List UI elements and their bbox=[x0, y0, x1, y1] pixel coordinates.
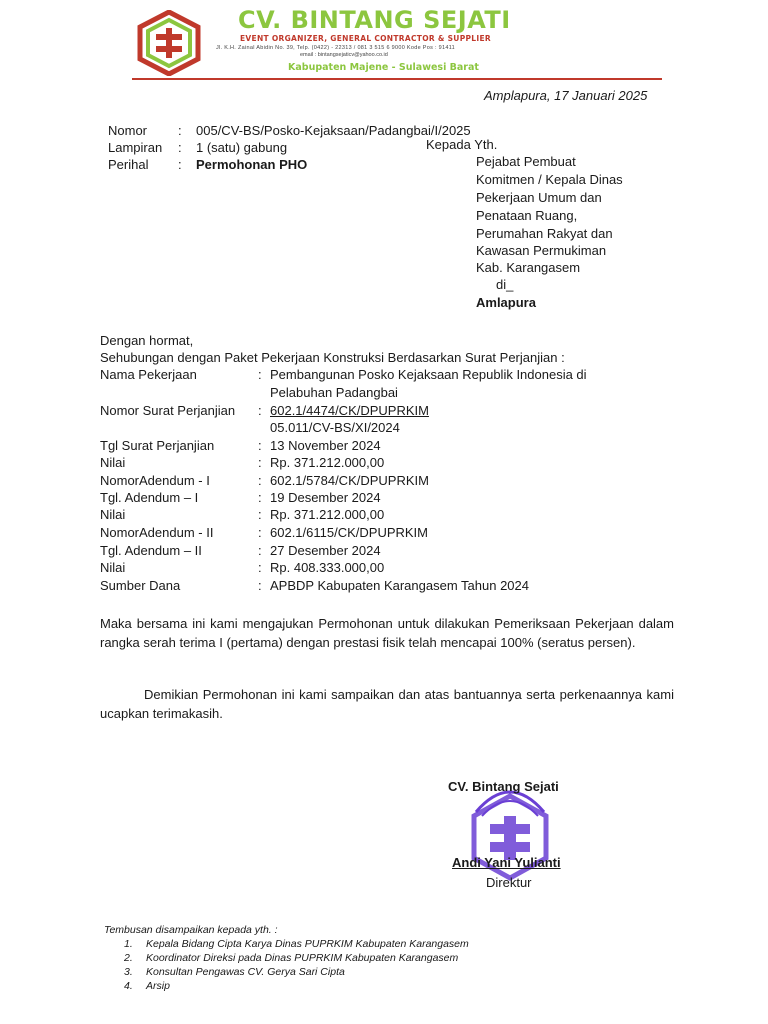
detail-colon: : bbox=[258, 578, 262, 593]
detail-value: Rp. 371.212.000,00 bbox=[270, 455, 385, 470]
company-location: Kabupaten Majene - Sulawesi Barat bbox=[288, 62, 479, 73]
detail-value: Pelabuhan Padangbai bbox=[270, 385, 398, 400]
company-logo-icon bbox=[136, 10, 202, 76]
detail-value: 602.1/4474/CK/DPUPRKIM bbox=[270, 403, 429, 418]
company-tagline: EVENT ORGANIZER, GENERAL CONTRACTOR & SUPPLIER bbox=[240, 34, 491, 43]
addressee-line: Kab. Karangasem bbox=[476, 260, 581, 275]
detail-label: Sumber Dana bbox=[100, 578, 181, 593]
closing-paragraph: Demikian Permohonan ini kami sampaikan dan atas bantuannya serta perkenaannya kami ucapkan terimakasih. bbox=[100, 687, 674, 721]
detail-label: Nomor Surat Perjanjian bbox=[100, 403, 236, 418]
cc-item: Kepala Bidang Cipta Karya Dinas PUPRKIM Kabupaten Karangasem bbox=[146, 938, 469, 950]
detail-colon: : bbox=[258, 455, 262, 470]
detail-label: Nilai bbox=[100, 560, 126, 575]
meta-colon: : bbox=[178, 123, 182, 138]
detail-value: 27 Desember 2024 bbox=[270, 543, 381, 558]
detail-colon: : bbox=[258, 543, 262, 558]
signatory-name: Andi Yani Yulianti bbox=[452, 855, 561, 870]
cc-item-number: 4. bbox=[124, 980, 133, 992]
detail-value: 13 November 2024 bbox=[270, 438, 381, 453]
detail-label: Nilai bbox=[100, 455, 126, 470]
meta-value-lampiran: 1 (satu) gabung bbox=[196, 140, 288, 155]
detail-colon: : bbox=[258, 525, 262, 540]
detail-colon: : bbox=[258, 507, 262, 522]
detail-label: Nama Pekerjaan bbox=[100, 367, 197, 382]
addressee-line: Pekerjaan Umum dan bbox=[476, 190, 602, 205]
addressee-line: Kawasan Permukiman bbox=[476, 243, 607, 258]
detail-value: 602.1/6115/CK/DPUPRKIM bbox=[270, 525, 428, 540]
addressee-line: Komitmen / Kepala Dinas bbox=[476, 172, 623, 187]
company-name: CV. BINTANG SEJATI bbox=[238, 6, 511, 34]
header-divider bbox=[132, 78, 662, 80]
salutation: Dengan hormat, bbox=[100, 333, 194, 348]
signature-company: CV. Bintang Sejati bbox=[448, 779, 559, 794]
detail-value: Rp. 371.212.000,00 bbox=[270, 507, 385, 522]
detail-value: 602.1/5784/CK/DPUPRKIM bbox=[270, 473, 429, 488]
intro-text: Sehubungan dengan Paket Pekerjaan Konstruksi Berdasarkan Surat Perjanjian : bbox=[100, 350, 565, 365]
detail-colon: : bbox=[258, 438, 262, 453]
cc-title: Tembusan disampaikan kepada yth. : bbox=[104, 924, 278, 936]
addressee-city: Amlapura bbox=[476, 295, 536, 310]
company-email: email : bintangsejaticv@yahoo.co.id bbox=[300, 52, 388, 58]
meta-colon: : bbox=[178, 157, 182, 172]
addressee-line: Pejabat Pembuat bbox=[476, 154, 576, 169]
detail-label: Tgl. Adendum – II bbox=[100, 543, 202, 558]
detail-colon: : bbox=[258, 473, 262, 488]
detail-value: Pembangunan Posko Kejaksaan Republik Indonesia di bbox=[270, 367, 587, 382]
meta-colon: : bbox=[178, 140, 182, 155]
company-address: Jl. K.H. Zainal Abidin No. 39, Telp. (0422) - 22313 / 081 3 515 6 9000 Kode Pos : 91411 bbox=[216, 45, 456, 51]
detail-value: 05.011/CV-BS/XI/2024 bbox=[270, 420, 400, 435]
addressee-line: Penataan Ruang, bbox=[476, 208, 578, 223]
detail-colon: : bbox=[258, 403, 262, 418]
addressee-di: di_ bbox=[496, 277, 514, 292]
meta-label-lampiran: Lampiran bbox=[108, 140, 163, 155]
detail-value: APBDP Kabupaten Karangasem Tahun 2024 bbox=[270, 578, 529, 593]
addressee-line: Perumahan Rakyat dan bbox=[476, 226, 613, 241]
detail-colon: : bbox=[258, 490, 262, 505]
detail-label: NomorAdendum - II bbox=[100, 525, 214, 540]
cc-item: Konsultan Pengawas CV. Gerya Sari Cipta bbox=[146, 966, 345, 978]
detail-label: Nilai bbox=[100, 507, 126, 522]
cc-item-number: 1. bbox=[124, 938, 133, 950]
meta-value-perihal: Permohonan PHO bbox=[196, 157, 308, 172]
request-paragraph: Maka bersama ini kami mengajukan Permohonan untuk dilakukan Pemeriksaan Pekerjaan dalam rangka serah terima I (pertama) dengan prestasi fisik telah mencapai 100% (seratus persen). bbox=[100, 616, 674, 650]
detail-value: Rp. 408.333.000,00 bbox=[270, 560, 385, 575]
detail-label: Tgl. Adendum – I bbox=[100, 490, 199, 505]
letter-date: Amplapura, 17 Januari 2025 bbox=[484, 88, 648, 103]
addressee-greeting: Kepada Yth. bbox=[426, 137, 498, 152]
cc-item: Koordinator Direksi pada Dinas PUPRKIM Kabupaten Karangasem bbox=[146, 952, 459, 964]
detail-colon: : bbox=[258, 367, 262, 382]
detail-label: Tgl Surat Perjanjian bbox=[100, 438, 215, 453]
meta-label-nomor: Nomor bbox=[108, 123, 148, 138]
signatory-title: Direktur bbox=[486, 875, 532, 890]
detail-colon: : bbox=[258, 560, 262, 575]
cc-item-number: 3. bbox=[124, 966, 133, 978]
meta-value-nomor: 005/CV-BS/Posko-Kejaksaan/Padangbai/I/2025 bbox=[196, 123, 471, 138]
meta-label-perihal: Perihal bbox=[108, 157, 149, 172]
cc-item: Arsip bbox=[146, 980, 170, 992]
detail-value: 19 Desember 2024 bbox=[270, 490, 381, 505]
detail-label: NomorAdendum - I bbox=[100, 473, 210, 488]
cc-item-number: 2. bbox=[124, 952, 133, 964]
